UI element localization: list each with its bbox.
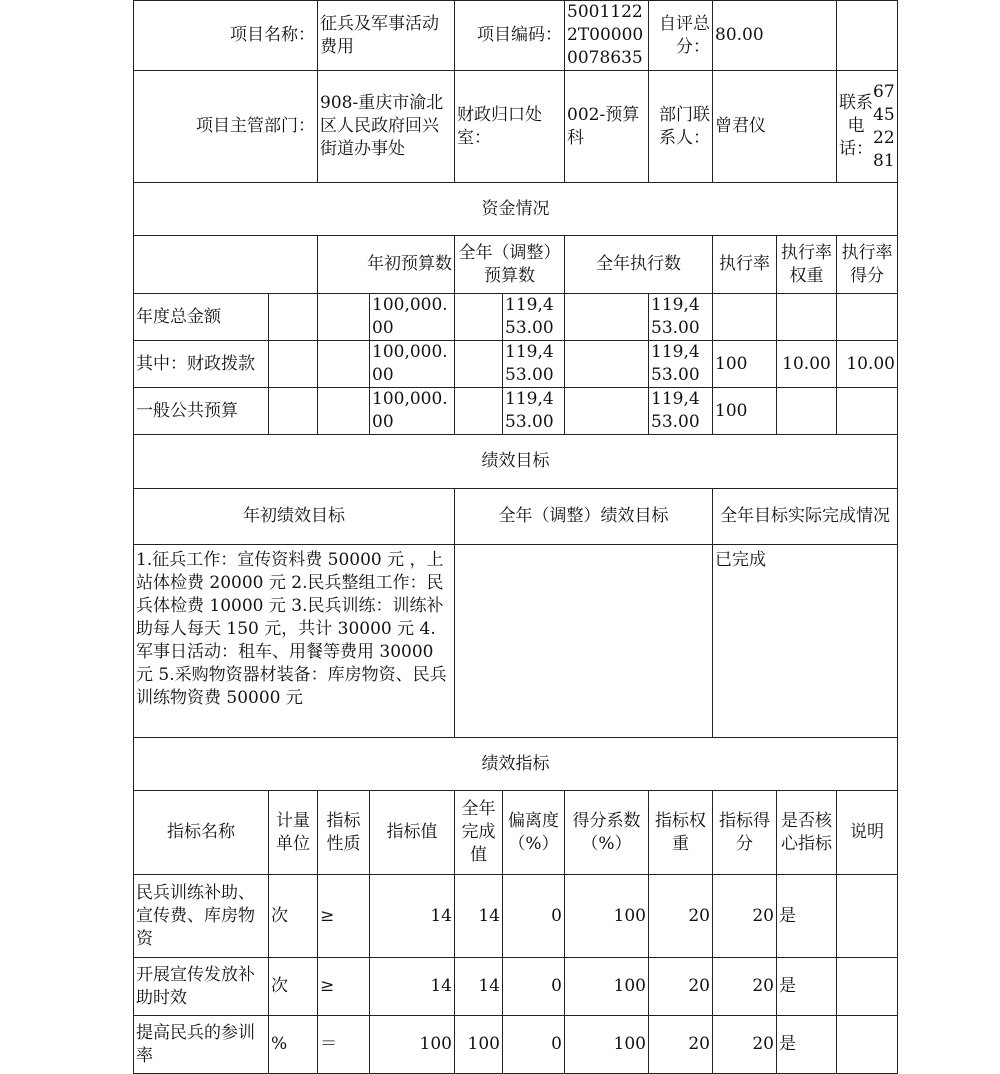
phone-label: 联系电话： bbox=[839, 93, 873, 159]
indicator-deviation: 0 bbox=[503, 1016, 565, 1074]
phone-value: 67452281 bbox=[873, 81, 895, 171]
funds-row-label: 一般公共预算 bbox=[134, 388, 269, 435]
phone-cell bbox=[837, 71, 898, 183]
funds-rate: 100 bbox=[713, 341, 777, 388]
indicator-coefficient: 100 bbox=[565, 958, 649, 1016]
empty-cell bbox=[565, 341, 649, 388]
goals-content-row bbox=[134, 545, 898, 738]
funds-row-label: 年度总金额 bbox=[134, 294, 269, 341]
completed-header: 全年完成值 bbox=[455, 791, 503, 875]
empty-cell bbox=[318, 294, 370, 341]
actual-completion-text: 已完成 bbox=[713, 545, 898, 738]
funds-section-title: 资金情况 bbox=[134, 183, 898, 236]
value-header: 指标值 bbox=[370, 791, 455, 875]
note-header: 说明 bbox=[837, 791, 898, 875]
adjusted-goals-header: 全年（调整）绩效目标 bbox=[455, 489, 713, 545]
adjusted-budget-header: 全年（调整）预算数 bbox=[455, 236, 565, 294]
indicator-score: 20 bbox=[713, 875, 777, 958]
indicator-note bbox=[837, 1016, 898, 1074]
dept-value: 908-重庆市渝北区人民政府回兴街道办事处 bbox=[318, 71, 455, 183]
weight-header: 执行率权重 bbox=[777, 236, 837, 294]
executed-header: 全年执行数 bbox=[565, 236, 713, 294]
indicator-value: 14 bbox=[370, 875, 455, 958]
finance-office-label: 财政归口处室： bbox=[455, 71, 565, 183]
indicator-coefficient: 100 bbox=[565, 875, 649, 958]
rate-header: 执行率 bbox=[713, 236, 777, 294]
funds-rate: 100 bbox=[713, 388, 777, 435]
indicator-unit: 次 bbox=[269, 875, 318, 958]
indicator-core: 是 bbox=[777, 875, 837, 958]
project-row-1 bbox=[134, 1, 898, 71]
score-header: 执行率得分 bbox=[837, 236, 898, 294]
indicator-completed: 14 bbox=[455, 958, 503, 1016]
indicator-completed: 100 bbox=[455, 1016, 503, 1074]
empty-cell bbox=[455, 294, 503, 341]
empty-cell bbox=[269, 294, 318, 341]
core-indicator-header: 是否核心指标 bbox=[777, 791, 837, 875]
funds-score: 10.00 bbox=[837, 341, 898, 388]
funds-row bbox=[134, 294, 898, 341]
funds-score bbox=[837, 388, 898, 435]
indicator-note bbox=[837, 875, 898, 958]
indicator-nature: ≥ bbox=[318, 958, 370, 1016]
initial-goals-text: 1.征兵工作：宣传资料费 50000 元 ，上站体检费 20000 元 2.民兵整组工作：民兵体检费 10000 元 3.民兵训练：训练补助每人每天 150 元，共计 30000 元 4.军事日活动：租车、用餐等费用 30000 元 5.采购物资器材装备：库房物资、民兵训练物资费 50000 元 bbox=[134, 545, 455, 738]
project-name-value: 征兵及军事活动费用 bbox=[318, 1, 455, 71]
funds-section-row bbox=[134, 183, 898, 236]
indicator-name: 开展宣传发放补助时效 bbox=[134, 958, 269, 1016]
indicator-nature: ≥ bbox=[318, 875, 370, 958]
project-code-label: 项目编码： bbox=[455, 1, 565, 71]
funds-initial: 100,000.00 bbox=[370, 341, 455, 388]
dept-label: 项目主管部门： bbox=[134, 71, 318, 183]
indicator-row bbox=[134, 1016, 898, 1074]
nature-header: 指标性质 bbox=[318, 791, 370, 875]
empty-cell bbox=[269, 388, 318, 435]
indicator-coefficient: 100 bbox=[565, 1016, 649, 1074]
indicator-core: 是 bbox=[777, 1016, 837, 1074]
indicator-note bbox=[837, 958, 898, 1016]
funds-row bbox=[134, 388, 898, 435]
indicator-deviation: 0 bbox=[503, 875, 565, 958]
deviation-header: 偏离度（%） bbox=[503, 791, 565, 875]
empty-cell bbox=[134, 236, 318, 294]
funds-executed: 119,453.00 bbox=[649, 341, 713, 388]
adjusted-goals-text bbox=[455, 545, 713, 738]
performance-table bbox=[133, 0, 898, 1074]
unit-header: 计量单位 bbox=[269, 791, 318, 875]
self-score-label: 自评总分： bbox=[649, 1, 713, 71]
indicator-score-header: 指标得分 bbox=[713, 791, 777, 875]
self-score-value: 80.00 bbox=[713, 1, 837, 71]
funds-weight bbox=[777, 388, 837, 435]
goals-header-row bbox=[134, 489, 898, 545]
indicator-row bbox=[134, 958, 898, 1016]
indicator-unit: % bbox=[269, 1016, 318, 1074]
funds-row bbox=[134, 341, 898, 388]
indicator-score: 20 bbox=[713, 958, 777, 1016]
empty-cell bbox=[269, 341, 318, 388]
indicators-header-row bbox=[134, 791, 898, 875]
empty-cell bbox=[455, 388, 503, 435]
coefficient-header: 得分系数（%） bbox=[565, 791, 649, 875]
empty-cell bbox=[837, 1, 898, 71]
funds-row-label: 其中：财政拨款 bbox=[134, 341, 269, 388]
funds-score bbox=[837, 294, 898, 341]
funds-weight: 10.00 bbox=[777, 341, 837, 388]
indicator-weight: 20 bbox=[649, 958, 713, 1016]
funds-executed: 119,453.00 bbox=[649, 388, 713, 435]
indicator-value: 100 bbox=[370, 1016, 455, 1074]
indicator-name: 提高民兵的参训率 bbox=[134, 1016, 269, 1074]
project-name-label: 项目名称： bbox=[134, 1, 318, 71]
funds-header-row bbox=[134, 236, 898, 294]
funds-adjusted: 119,453.00 bbox=[503, 341, 565, 388]
indicators-section-row bbox=[134, 738, 898, 791]
finance-office-value: 002-预算科 bbox=[565, 71, 649, 183]
project-row-2 bbox=[134, 71, 898, 183]
funds-executed: 119,453.00 bbox=[649, 294, 713, 341]
contact-value: 曾君仪 bbox=[713, 71, 837, 183]
indicator-nature: ＝ bbox=[318, 1016, 370, 1074]
funds-initial: 100,000.00 bbox=[370, 388, 455, 435]
initial-goals-header: 年初绩效目标 bbox=[134, 489, 455, 545]
indicator-completed: 14 bbox=[455, 875, 503, 958]
project-code-value: 50011222T000000078635 bbox=[565, 1, 649, 71]
indicator-weight: 20 bbox=[649, 1016, 713, 1074]
empty-cell bbox=[565, 294, 649, 341]
initial-budget-header: 年初预算数 bbox=[318, 236, 455, 294]
indicator-name-header: 指标名称 bbox=[134, 791, 269, 875]
empty-cell bbox=[318, 341, 370, 388]
indicator-unit: 次 bbox=[269, 958, 318, 1016]
indicator-name: 民兵训练补助、宣传费、库房物资 bbox=[134, 875, 269, 958]
goals-section-row bbox=[134, 435, 898, 489]
actual-completion-header: 全年目标实际完成情况 bbox=[713, 489, 898, 545]
indicator-value: 14 bbox=[370, 958, 455, 1016]
funds-initial: 100,000.00 bbox=[370, 294, 455, 341]
indicator-weight: 20 bbox=[649, 875, 713, 958]
empty-cell bbox=[455, 341, 503, 388]
empty-cell bbox=[318, 388, 370, 435]
indicators-section-title: 绩效指标 bbox=[134, 738, 898, 791]
indicator-core: 是 bbox=[777, 958, 837, 1016]
indicator-weight-header: 指标权重 bbox=[649, 791, 713, 875]
funds-adjusted: 119,453.00 bbox=[503, 294, 565, 341]
funds-adjusted: 119,453.00 bbox=[503, 388, 565, 435]
indicator-row bbox=[134, 875, 898, 958]
indicator-score: 20 bbox=[713, 1016, 777, 1074]
goals-section-title: 绩效目标 bbox=[134, 435, 898, 489]
empty-cell bbox=[565, 388, 649, 435]
funds-weight bbox=[777, 294, 837, 341]
contact-label: 部门联系人： bbox=[649, 71, 713, 183]
funds-rate bbox=[713, 294, 777, 341]
indicator-deviation: 0 bbox=[503, 958, 565, 1016]
